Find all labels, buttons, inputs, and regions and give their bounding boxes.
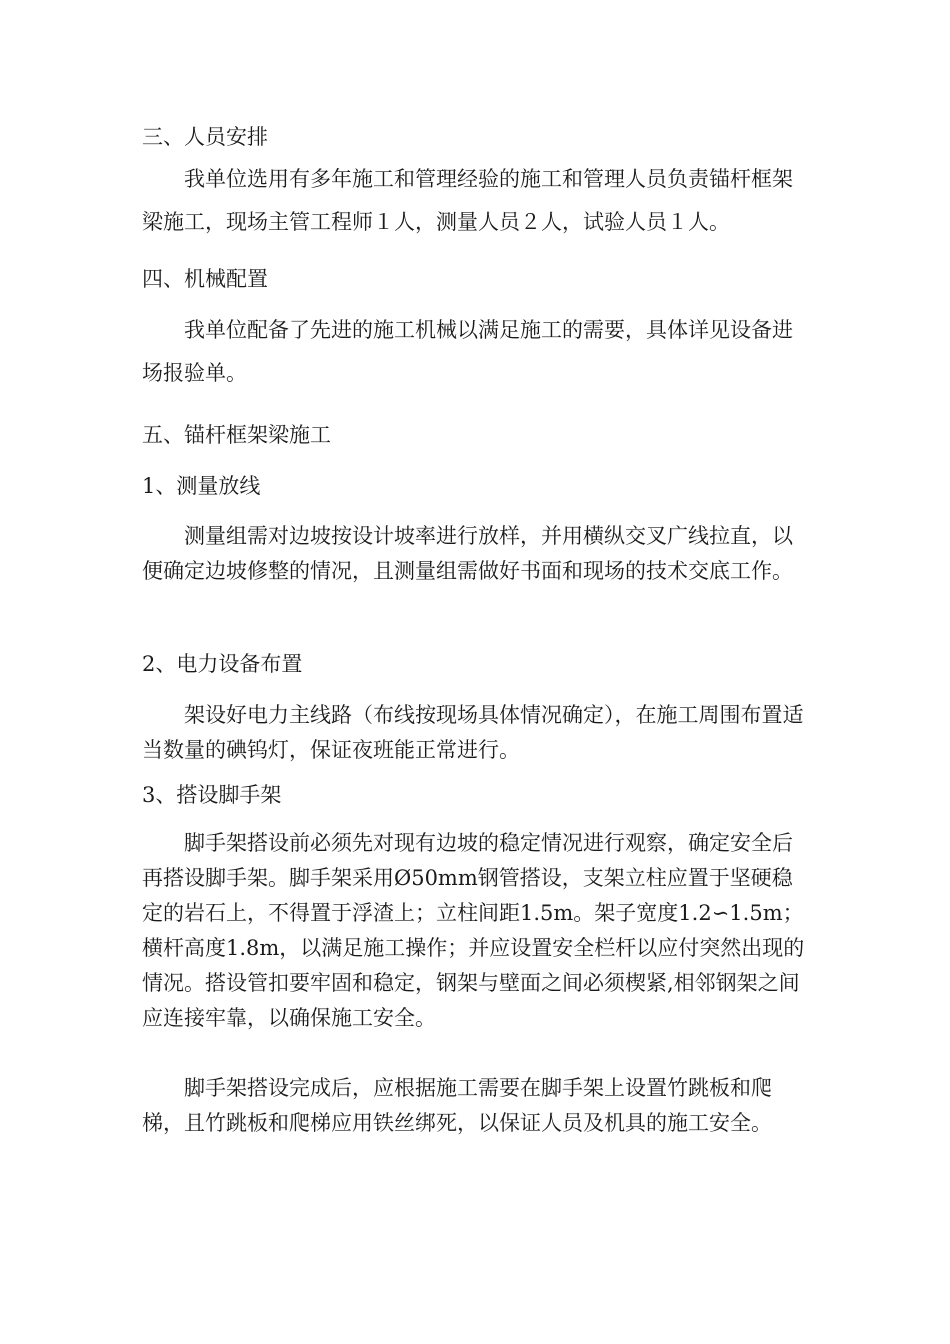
subheading-power: 2、电力设备布置 xyxy=(142,652,303,676)
heading-machinery: 四、机械配置 xyxy=(142,267,268,291)
paragraph-scaffold: 脚手架搭设前必须先对现有边坡的稳定情况进行观察，确定安全后再搭设脚手架。脚手架采用Ø50mm钢管搭设，支架立柱应置于坚硬稳定的岩石上，不得置于浮渣上；立柱间距1.5m。架子宽度1.2∽1.5m；横杆高度1.8m，以满足施工操作；并应设置安全栏杆以应付突然出现的情况。搭设管扣要牢固和稳定，钢架与壁面之间必须楔紧,相邻钢架之间应连接牢靠，以确保施工安全。 xyxy=(142,831,805,1030)
heading-personnel: 三、人员安排 xyxy=(142,125,268,149)
paragraph-machinery: 我单位配备了先进的施工机械以满足施工的需要，具体详见设备进场报验单。 xyxy=(142,318,793,385)
paragraph-power: 架设好电力主线路（布线按现场具体情况确定），在施工周围布置适当数量的碘钨灯，保证夜班能正常进行。 xyxy=(142,703,804,762)
subheading-scaffold: 3、搭设脚手架 xyxy=(142,783,282,807)
paragraph-scaffold-complete: 脚手架搭设完成后，应根据施工需要在脚手架上设置竹跳板和爬梯，且竹跳板和爬梯应用铁丝绑死，以保证人员及机具的施工安全。 xyxy=(142,1076,772,1135)
heading-construction: 五、锚杆框架梁施工 xyxy=(142,423,331,447)
subheading-survey: 1、测量放线 xyxy=(142,474,261,498)
paragraph-personnel: 我单位选用有多年施工和管理经验的施工和管理人员负责锚杆框架梁施工，现场主管工程师１人，测量人员２人，试验人员１人。 xyxy=(142,167,793,234)
paragraph-survey: 测量组需对边坡按设计坡率进行放样，并用横纵交叉广线拉直，以便确定边坡修整的情况，且测量组需做好书面和现场的技术交底工作。 xyxy=(142,524,793,583)
